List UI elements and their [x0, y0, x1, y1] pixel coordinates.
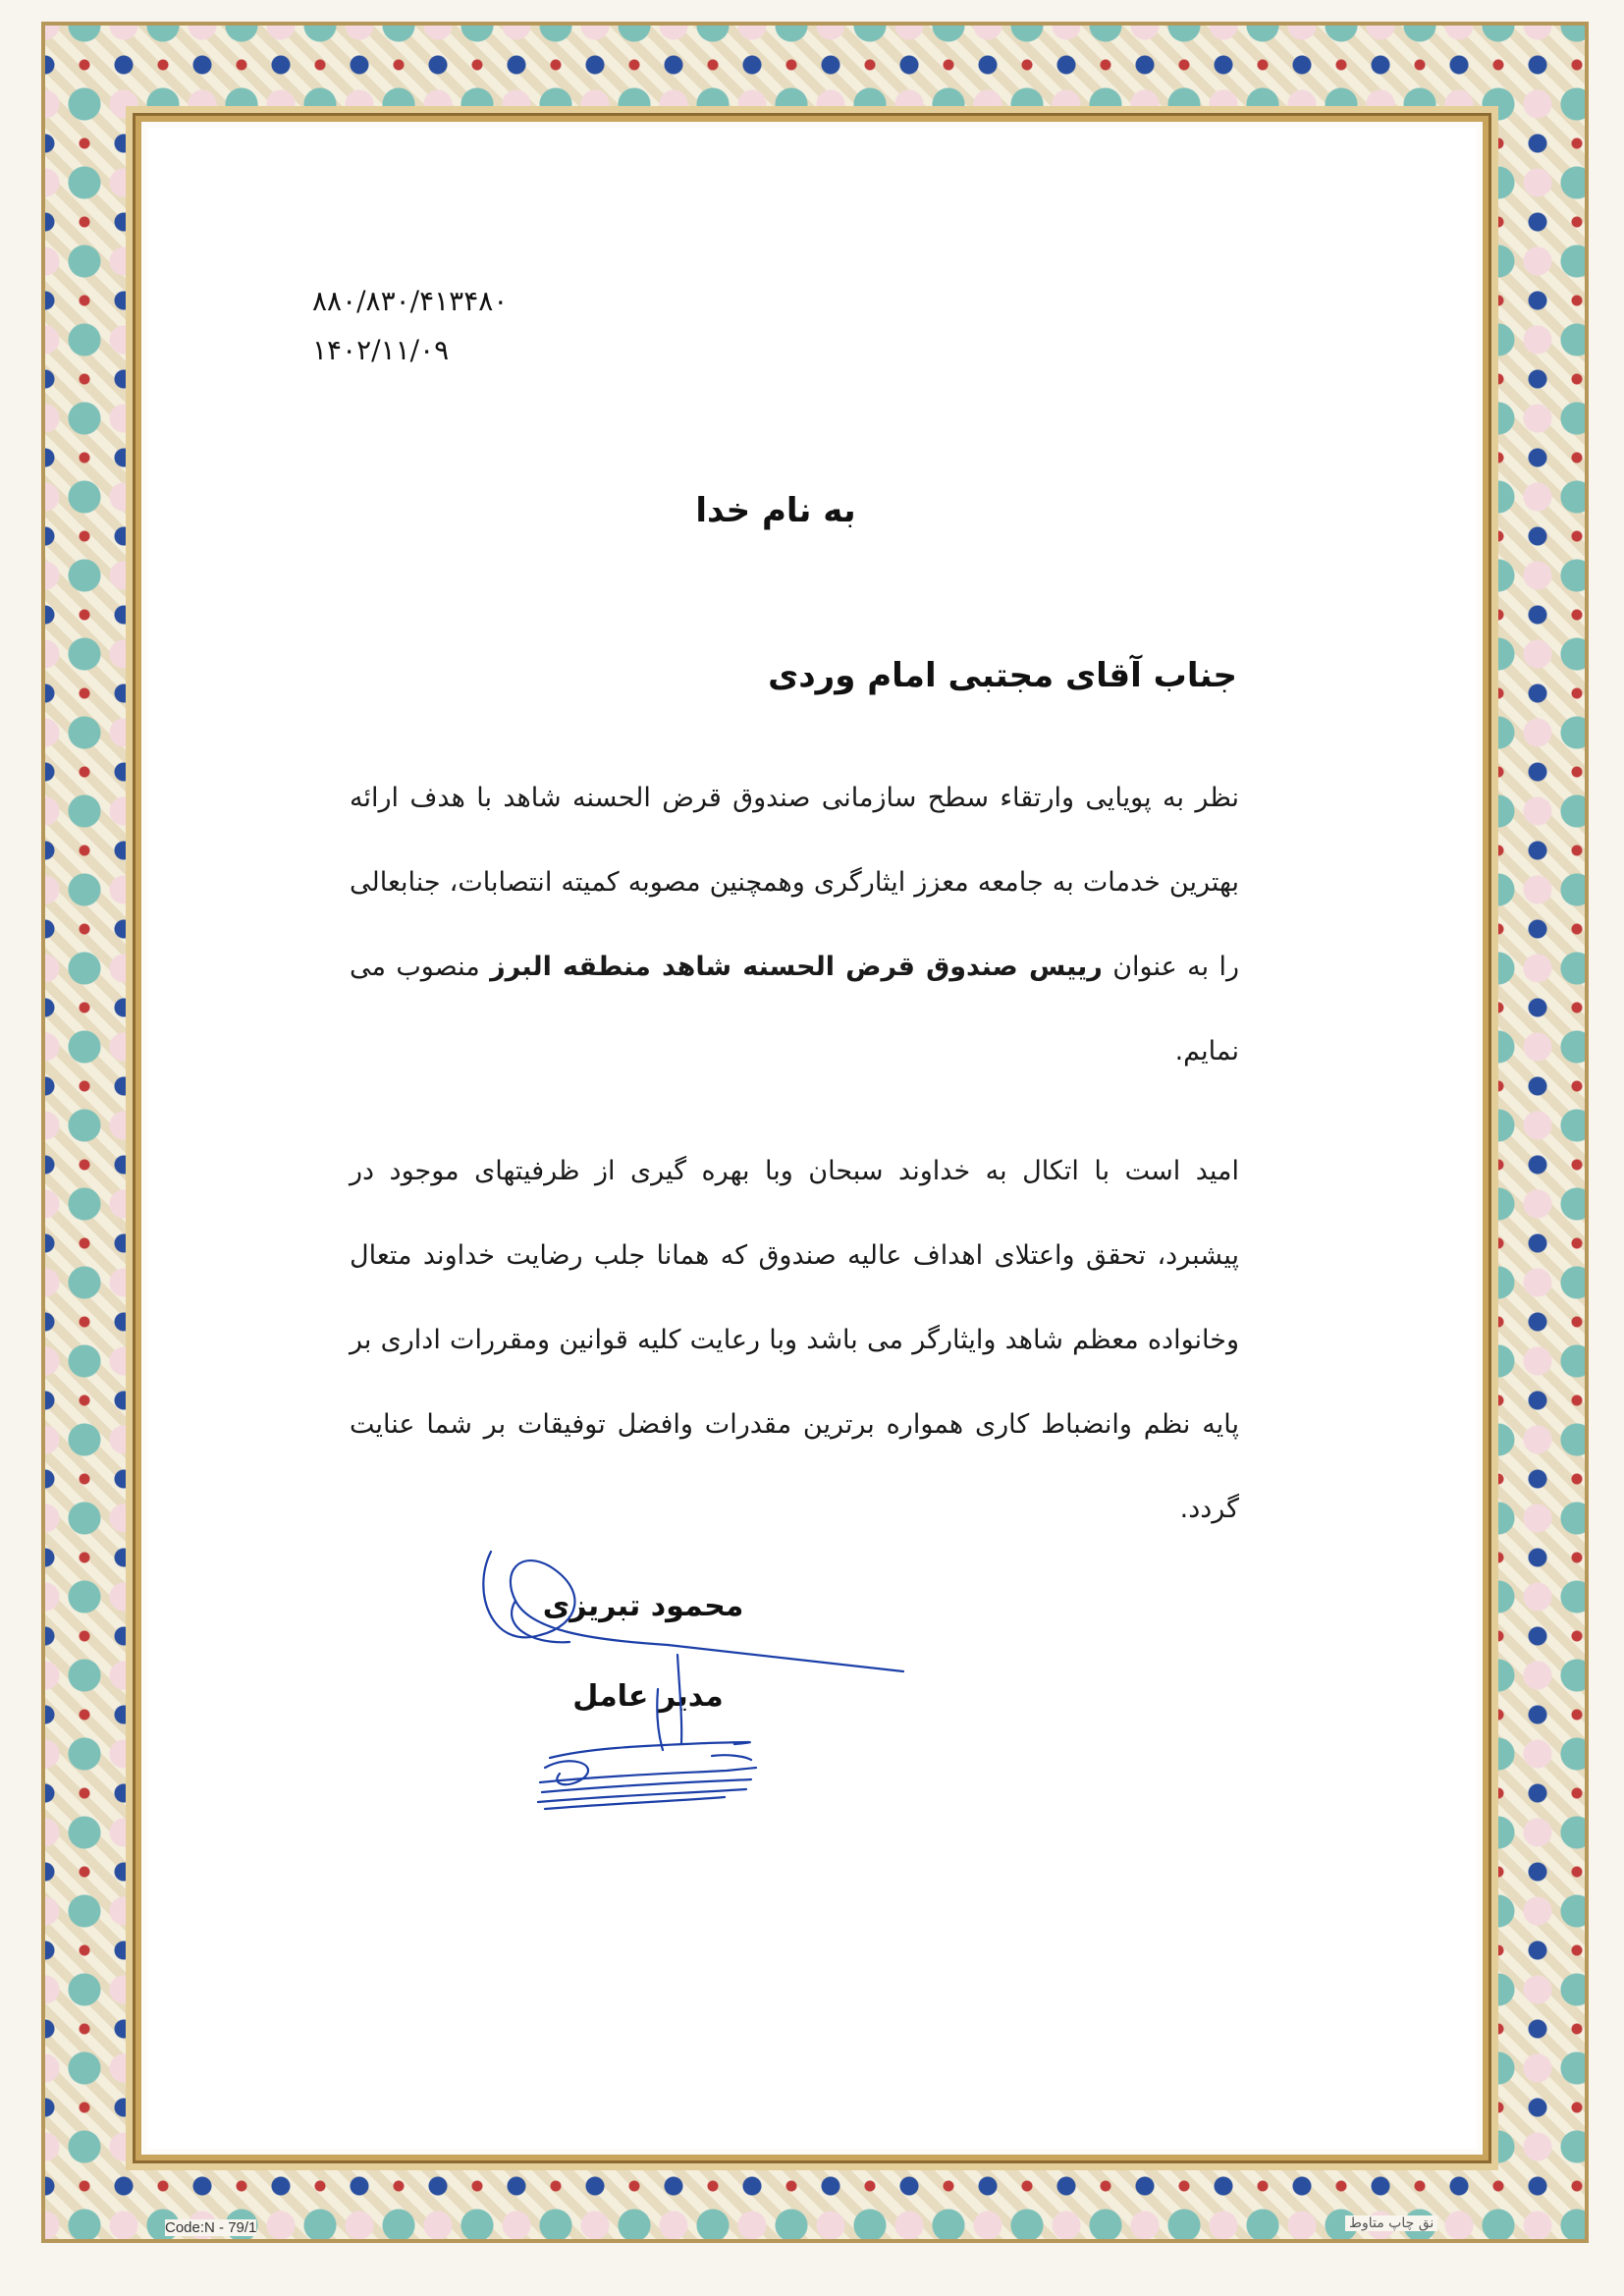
handwritten-signature: [471, 1532, 923, 1846]
form-code: Code:N - 79/1: [165, 2219, 257, 2236]
signatory-title: مدیر عامل: [572, 1679, 724, 1714]
signatory-name: محمود تبریزی: [542, 1589, 744, 1623]
reference-number: ۸۸۰/۸۳۰/۴۱۳۴۸۰: [312, 285, 509, 317]
invocation-heading: به نام خدا: [695, 491, 856, 530]
paragraph-appointment: [350, 756, 1239, 1094]
paragraph-wishes: امید است با اتکال به خداوند سبحان وبا بهره گیری از ظرفیتهای موجود در پیشبرد، تحقق واعتلای اهداف عالیه صندوق که همانا جلب رضایت خداوند متعال وخانواده معظم شاهد وایثارگر می باشد وبا رعایت کلیه قوانین ومقررات اداری بر پایه نظم وانضباط کاری همواره برترین مقدرات وافضل توفیقات بر شما عنایت گردد.: [350, 1156, 1239, 1524]
paragraph-appointment-text-2: منصوب می نمایم.: [350, 952, 1239, 1066]
addressee-line: جناب آقای مجتبی امام وردی: [768, 656, 1237, 695]
paragraph-appointment-text-1: نظر به پویایی وارتقاء سطح سازمانی صندوق قرض الحسنه شاهد با هدف ارائه بهترین خدمات به جامعه معزز ایثارگری وهمچنین مصوبه کمیته انتصابات، جنابعالی را به عنوان: [350, 783, 1239, 982]
printer-mark: نق چاپ متاوط: [1345, 2215, 1437, 2231]
appointment-position: رییس صندوق قرض الحسنه شاهد منطقه البرز: [490, 952, 1103, 982]
letter-date: ۱۴۰۲/۱۱/۰۹: [312, 334, 450, 366]
